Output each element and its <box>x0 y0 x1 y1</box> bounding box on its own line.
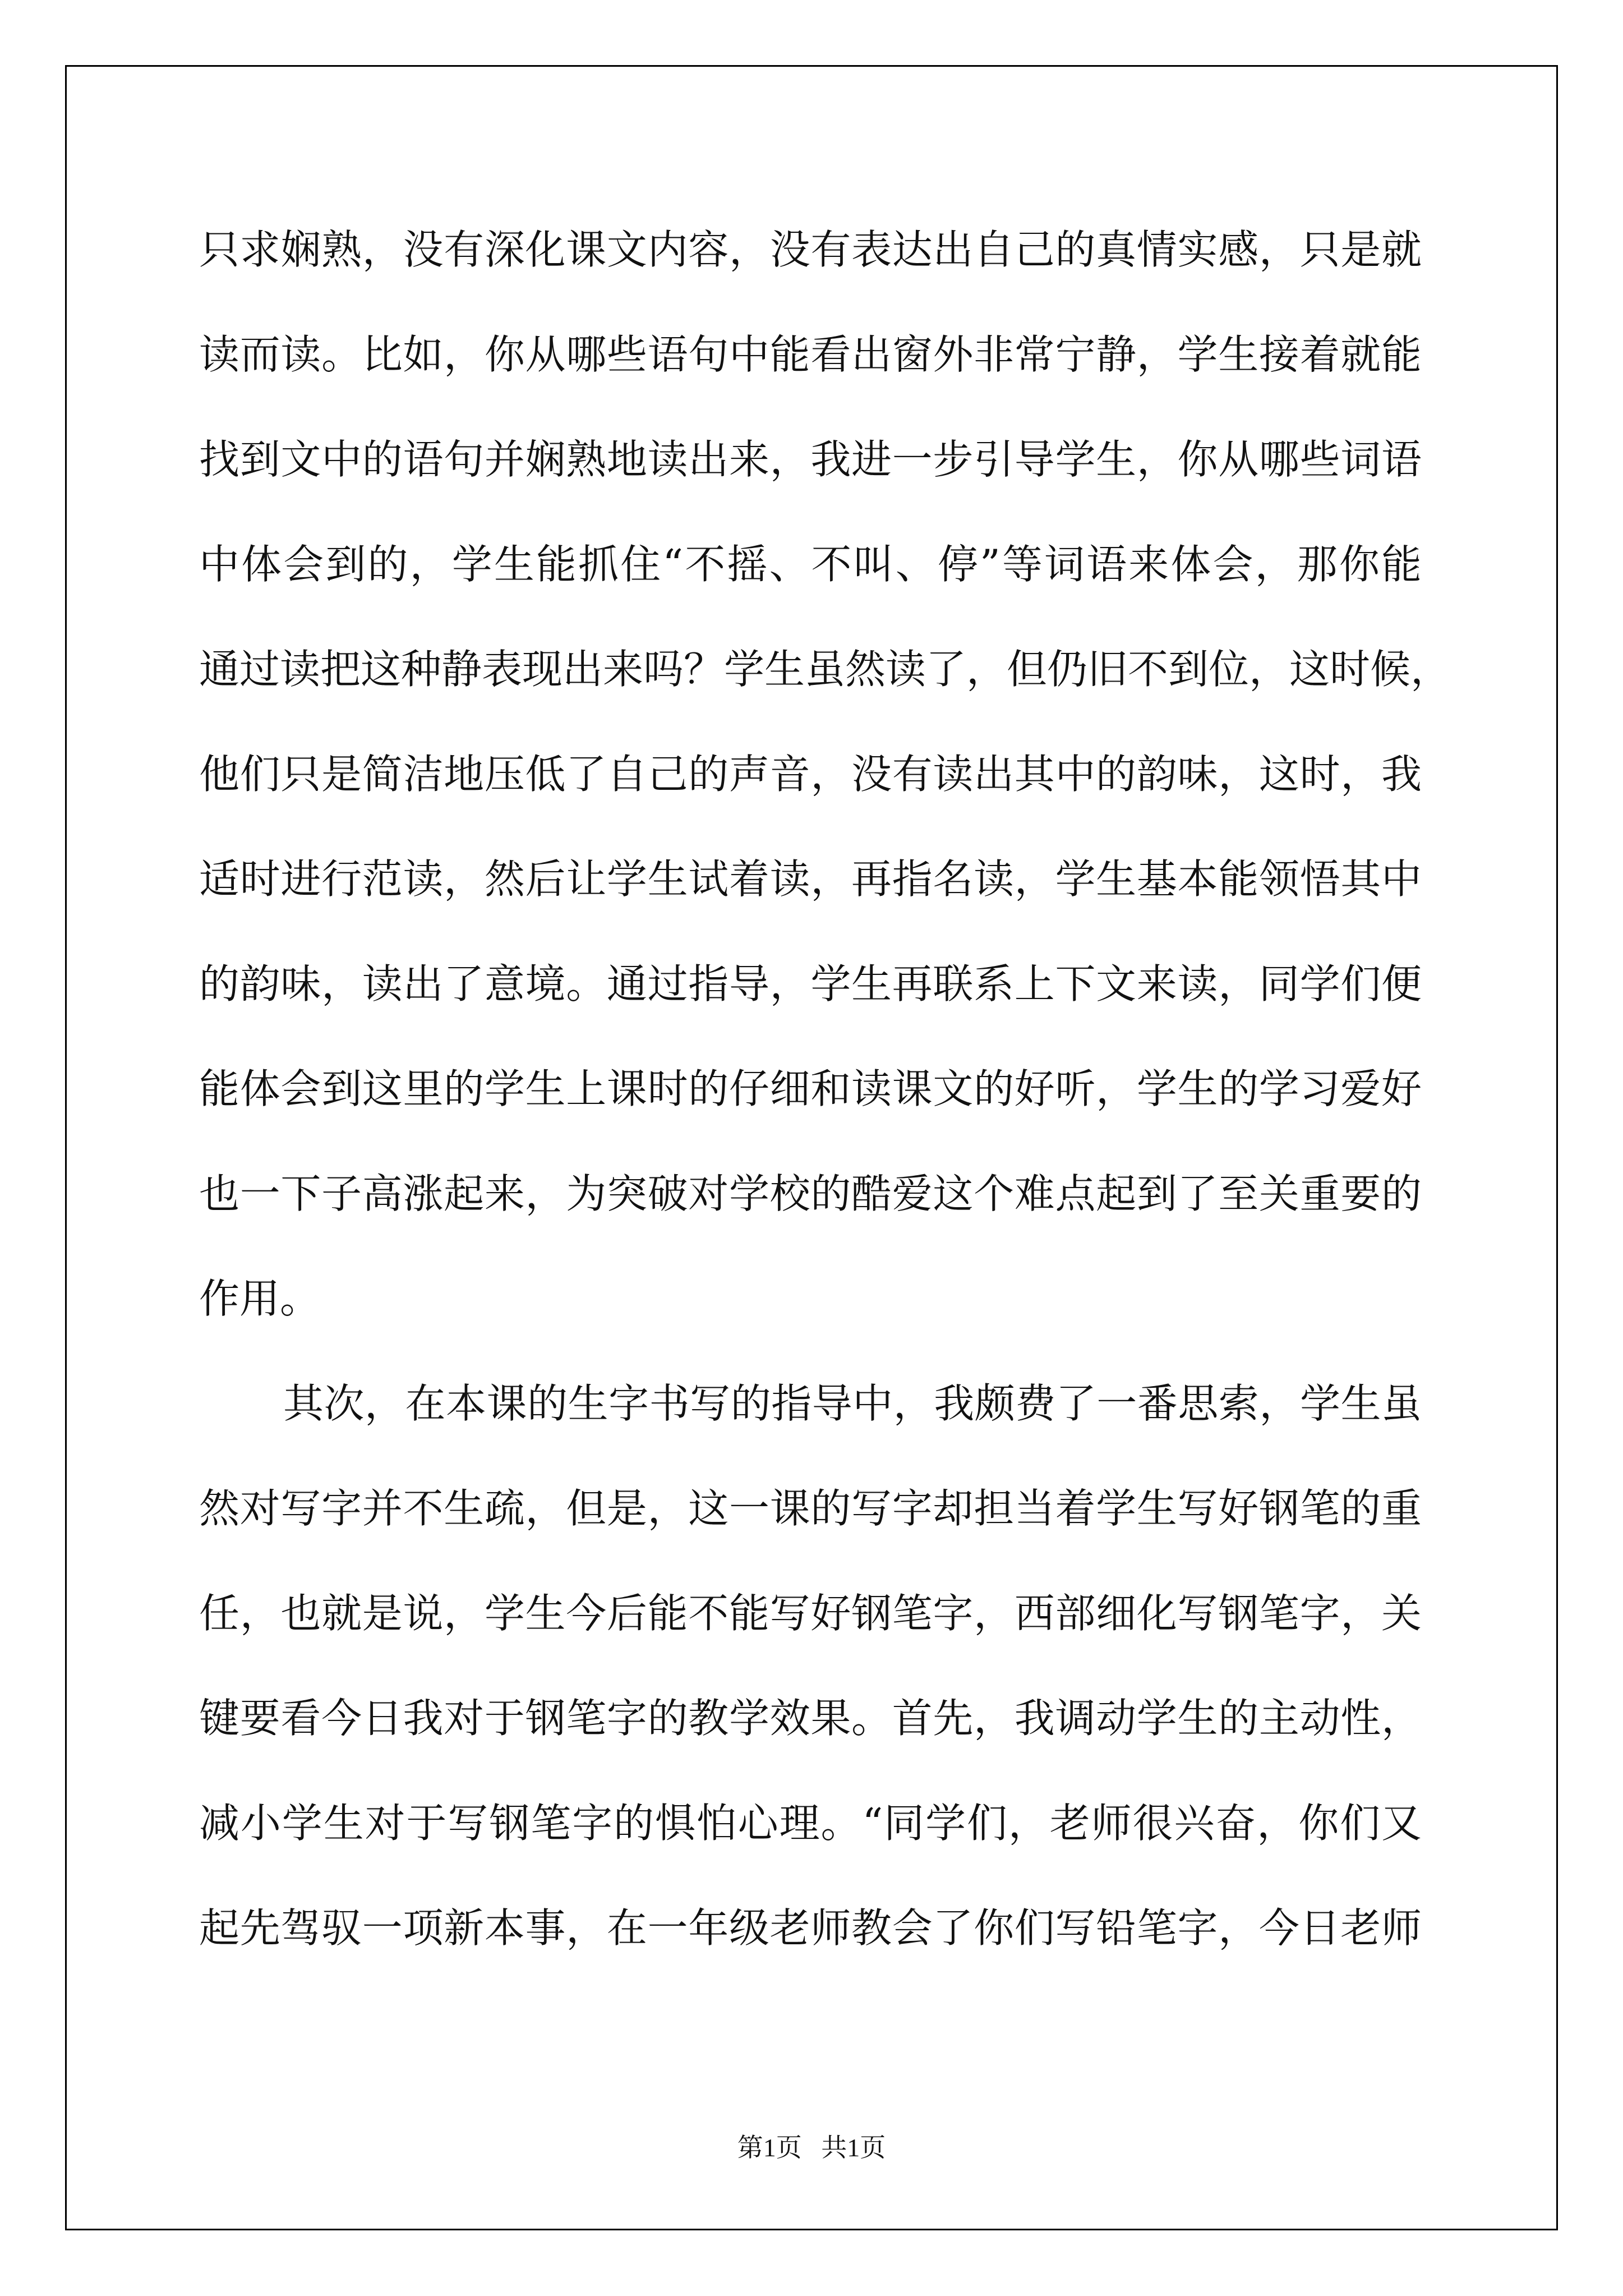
text-line: 然对写字并不生疏，但是，这一课的写字却担当着学生写好钢笔的重 <box>199 1485 1422 1532</box>
text-line: 任，也就是说，学生今后能不能写好钢笔字，西部细化写钢笔字，关 <box>199 1590 1422 1637</box>
text-line-paragraph-end: 作用。 <box>199 1275 321 1322</box>
document-body <box>199 216 1451 1999</box>
text-line: 起先驾驭一项新本事，在一年级老师教会了你们写铅笔字，今日老师 <box>199 1904 1422 1952</box>
page-number-footer: 第1页 共1页 <box>737 2133 886 2162</box>
text-line: 找到文中的语句并娴熟地读出来，我进一步引导学生，你从哪些词语 <box>199 436 1422 483</box>
text-line: 减小学生对于写钢笔字的惧怕心理。“同学们，老师很兴奋，你们又 <box>199 1800 1422 1847</box>
text-line: 键要看今日我对于钢笔字的教学效果。首先，我调动学生的主动性， <box>199 1695 1422 1742</box>
text-line-paragraph-start: 其次，在本课的生字书写的指导中，我颇费了一番思索，学生虽 <box>283 1380 1422 1427</box>
text-line: 也一下子高涨起来，为突破对学校的酷爱这个难点起到了至关重要的 <box>199 1170 1422 1217</box>
text-line: 的韵味，读出了意境。通过指导，学生再联系上下文来读，同学们便 <box>199 960 1422 1007</box>
text-line: 只求娴熟，没有深化课文内容，没有表达出自己的真情实感，只是就 <box>199 226 1422 273</box>
text-line: 中体会到的，学生能抓住“不摇、不叫、停”等词语来体会，那你能 <box>199 541 1422 588</box>
text-line: 适时进行范读，然后让学生试着读，再指名读，学生基本能领悟其中 <box>199 855 1422 903</box>
text-line: 通过读把这种静表现出来吗？学生虽然读了，但仍旧不到位，这时候， <box>199 646 1451 693</box>
text-line: 能体会到这里的学生上课时的仔细和读课文的好听，学生的学习爱好 <box>199 1065 1422 1112</box>
text-line: 读而读。比如，你从哪些语句中能看出窗外非常宁静，学生接着就能 <box>199 331 1422 378</box>
text-line: 他们只是简洁地压低了自己的声音，没有读出其中的韵味，这时，我 <box>199 751 1422 798</box>
